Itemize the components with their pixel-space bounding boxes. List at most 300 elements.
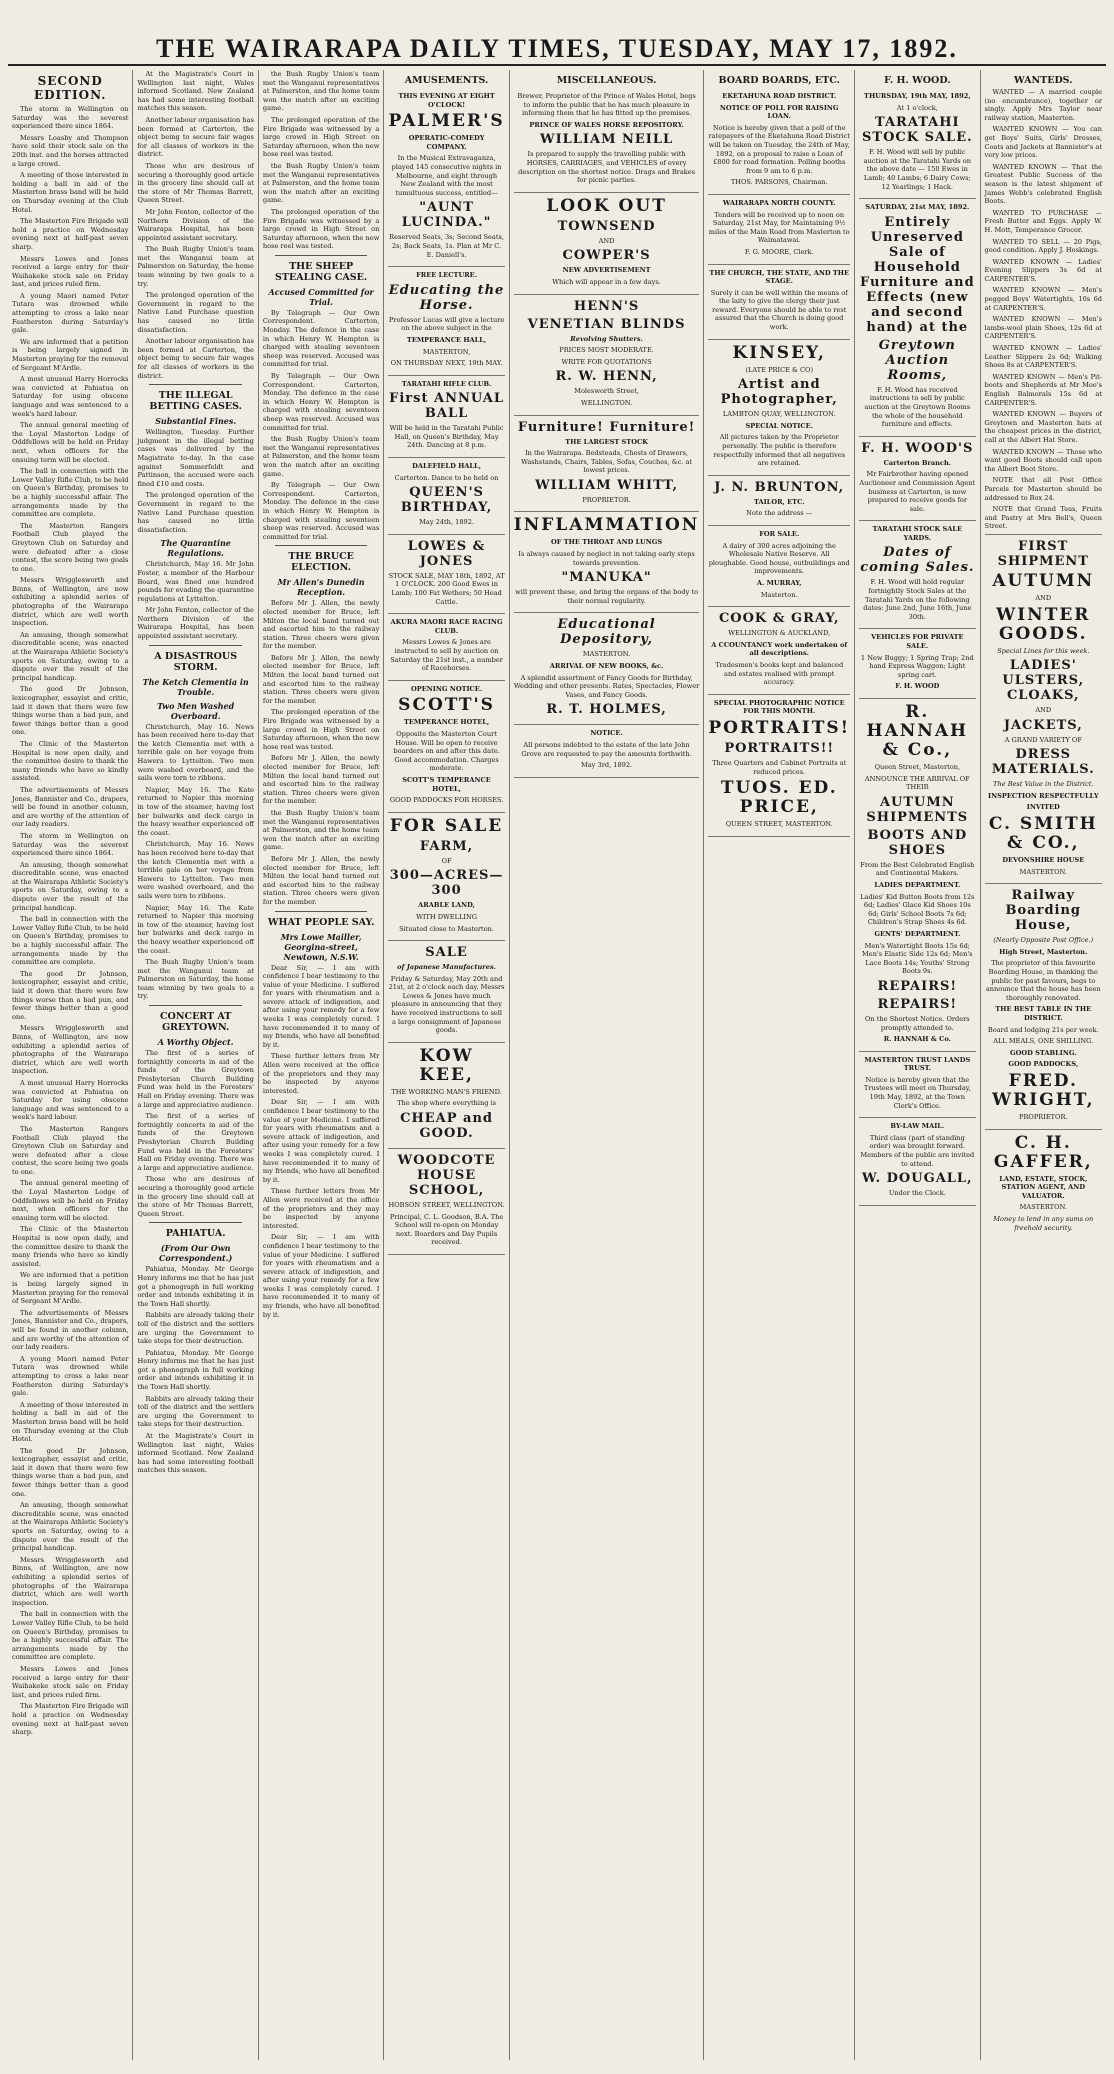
news-paragraph: Mr John Fenton, collector of the Northern Division of the Wairarapa Hospital, has been appointed assistant secretary. [137,606,254,641]
ad-line: Which will appear in a few days. [552,277,661,286]
advert-lowes-jones [388,535,504,614]
news-paragraph: the Bush Rugby Union's team met the Wanganui representatives at Palmerston, and the home team won the match after an exciting game. [262,161,380,205]
news-paragraph: The annual general meeting of the Loyal Masterton Lodge of Oddfellows will be held on Friday next, when officers for the ensuing term will be elected. [12,1179,129,1222]
article-subheading: Substantial Fines. [155,416,237,427]
news-paragraph: Another labour organisation has been formed at Carterton, the object being to secure fair wages for all classes of workers in the district. [137,115,254,159]
news-paragraph: Dear Sir, — I am with confidence I bear testimony to the value of your Medicine. I suffered for years with rheumatism and a severe attack of indigestion, and after using your remedy for a few weeks I was completely cured. I have recommended it to many of my friends, who have all benefited by it. [262,963,380,1049]
ad-title: FIRST SHIPMENT [997,538,1089,569]
news-paragraph: We are informed that a petition is being largely signed in Masterton praying for the removal of Sergeant M'Ardle. [12,337,129,372]
column-7 [855,70,980,2060]
ad-body: All persons indebted to the estate of the late John Grove are requested to pay the amounts forthwith. [521,741,692,758]
ad-title: QUEEN'S BIRTHDAY, [400,485,493,516]
wanted-ad: WANTED KNOWN — Men's lambs-wool plain Shoes, 12s 6d at CARPENTER'S. [984,315,1102,341]
ad-line: DEVONSHIRE HOUSE [1002,856,1085,865]
news-paragraph: Rabbits are already taking their toll of the district and the settlers are urging the Government to take steps for their destruction. [137,1394,254,1429]
ad-title: WOODCOTE HOUSE SCHOOL, [397,1153,496,1199]
ad-body: Friday & Saturday, May 20th and 21st, at 2 o'clock each day. Messrs Lowes & Jones have much pleasure in announcing that they have received instructions to sell a large consignment of Japanese goods. [388,974,505,1035]
article-subheading: The Ketch Clementia in Trouble. [142,676,249,697]
wanted-ad: NOTE that Grand Teas, Fruits and Pastry at Mrs Bell's, Queen Street. [984,505,1102,531]
divider [149,384,241,385]
news-paragraph: Before Mr J. Allen, the newly elected member for Bruce, left Milton the local band turned out and escorted him to the railway station. Three cheers were given for the member. [262,599,380,651]
ad-title: LOOK OUT [546,195,667,216]
wanted-ad: WANTED — A married couple (no encumbrance), together or singly. Apply Mrs Taylor near railway station, Masterton. [984,88,1102,122]
ad-title: TUOS. ED. PRICE, [720,778,838,818]
ad-title: C. H. GAFFER, [993,1132,1093,1172]
ad-line: SPECIAL PHOTOGRAPHIC NOTICE FOR THIS MONTH. [713,698,845,716]
advert-woodcote [388,1149,504,1255]
article-heading: THE ILLEGAL BETTING CASES. [149,390,242,413]
ad-body: Principal, C. L. Goodson, B.A. The School will re-open on Monday next. Boarders and Day Pupils received. [389,1212,504,1247]
news-paragraph: The Masterton Rangers Football Club played the Greytown Club on Saturday and were defeated after a close contest, the score being two goals to one. [12,521,129,573]
wanted-ad: WANTED KNOWN — That the Greatest Public Success of the season is the latest shipment of James Webb's celebrated English Boots. [984,162,1102,206]
ad-title: "AUNT LUCINDA." [401,200,492,231]
news-paragraph: By Telegraph — Our Own Correspondent. Carterton, Monday. The defence in the case in which Henry W. Hempton is charged with stealing seventeen sheep was reserved. Accused was committed for trial. [262,308,380,369]
ad-body: F. H. Wood will hold regular fortnightly Stock Sales at the Taratahi Yards on the following dates: June 2nd, June 16th, June 30th. [863,578,972,621]
ad-line: ARABLE LAND, [418,901,475,910]
ad-title: WILLIAM NEILL [539,132,674,148]
ad-line: DALEFIELD HALL, [412,462,481,471]
advert-akura [388,614,504,681]
ad-line: (LATE PRICE & CO) [745,365,814,374]
ad-line: THE LARGEST STOCK [565,437,648,446]
column-1 [8,70,133,2060]
ad-title: KINSEY, [732,342,826,363]
ad-title: VENETIAN BLINDS [527,316,686,332]
advert-hannah [859,699,975,1052]
news-paragraph: These further letters from Mr Allen were received at the office of the proprietors and they may be inspected by anyone interested. [262,1052,380,1095]
news-paragraph: The ball in connection with the Lower Valley Rifle Club, to be held on Queen's Birthday, promises to be a highly successful affair. The arrangements made by the committee are complete. [12,467,129,519]
news-paragraph: Mr John Fenton, collector of the Northern Division of the Wairarapa Hospital, has been appointed assistant secretary. [137,207,254,242]
news-paragraph: the Bush Rugby Union's team met the Wanganui representatives at Palmerston, and the home team won the match after an exciting game. [262,808,380,852]
ad-title: Furniture! Furniture! [517,419,696,435]
divider [149,1222,241,1223]
news-paragraph: The Clinic of the Masterton Hospital is now open daily, and the committee desire to thank the many friends who have so kindly assisted. [12,1225,129,1268]
news-paragraph: The storm in Wellington on Saturday was the severest experienced there since 1864. [12,831,129,858]
ad-title: SALE [425,945,468,961]
news-paragraph: The first of a series of fortnightly concerts in aid of the funds of the Greytown Presbyterian Church Building Fund was held in the Foresters' Hall on Friday evening. There was a large and appreciative audience. [137,1112,254,1172]
news-paragraph: Rabbits are already taking their toll of the district and the settlers are urging the Government to take steps for their destruction. [137,1311,254,1346]
ad-title: HENN'S [573,298,640,314]
ad-line: PROPRIETOR. [1019,1112,1068,1121]
ad-line: AKURA MAORI RACE RACING CLUB. [390,618,503,635]
advert-kinsey [708,340,850,476]
advert-taratahi-sale [859,88,975,199]
advert-dairy-sale [708,526,850,607]
ad-line: GENTS' DEPARTMENT. [874,929,961,938]
advert-kowkee [388,1043,504,1149]
ad-line: MASTERTON. [1019,867,1067,876]
ad-title: LADIES' ULSTERS, CLOAKS, [1002,658,1085,704]
advert-townsend-cowper [514,193,700,295]
divider [149,645,241,646]
advert-lecture [388,267,504,376]
ad-body: From the Best Celebrated English and Continental Makers. [860,860,975,878]
divider [275,911,367,912]
advert-bylaw [859,1118,975,1206]
ad-line: Special Lines for this week. [997,646,1090,655]
article-subheading: (From Our Own Correspondent.) [159,1243,233,1264]
ad-line: OF THE THROAT AND LUNGS [551,538,663,547]
divider [149,1005,241,1006]
advert-greytown-rooms [859,199,975,437]
ad-line: TAILOR, ETC. [753,497,805,506]
ad-body: will prevent these, and bring the organs of the body to their normal regularity. [515,588,699,605]
ad-title: PORTRAITS!! [724,740,835,756]
news-paragraph: Christchurch, May 16. News has been received here to-day that the ketch Clementia met with a terrible gale on her voyage from Hawera to Lyttelton. Two men were washed overboard, and the sails were torn to ribbons. [137,840,254,900]
news-paragraph: Messrs Lowes and Jones received a large entry for their Waihakeke stock sale on Friday last, and prices ruled firm. [12,1664,129,1699]
ad-line: May 24th, 1892. [419,518,474,527]
article-subheading: Accused Committed for Trial. [268,286,374,307]
ad-line: A. MURRAY, [756,578,802,587]
news-paragraph: The prolonged operation of the Government in regard to the Native Land Purchase question has caused no little dissatisfaction. [137,491,254,534]
ad-body: On the Shortest Notice. Orders promptly attended to. [864,1014,970,1032]
news-paragraph: The prolonged operation of the Government in regard to the Native Land Purchase question has caused no little dissatisfaction. [137,291,254,334]
ad-line: GOOD PADDOCKS FOR HORSES. [389,796,504,805]
news-paragraph: Before Mr J. Allen, the newly elected member for Bruce, left Milton the local band turned out and escorted him to the railway station. Three cheers were given for the member. [262,854,380,906]
ad-body: The shop where everything is [397,1099,497,1108]
ad-line: GOOD PADDOCKS, [1008,1060,1079,1069]
ad-title: TARATAHI STOCK SALE. [862,115,973,146]
ad-line: AND [1035,593,1052,602]
ad-body: Surely it can be well within the means of the laity to give the clergy their just reward. Everyone should be able to rest assured that the Church is doing good work. [710,288,848,332]
ad-line: QUEEN STREET, MASTERTON. [725,820,833,829]
ad-body: Messrs Lowes & Jones are instructed to sell by auction on Saturday the 21st inst., a number of Racehorses. [390,638,503,673]
news-paragraph: Before Mr J. Allen, the newly elected member for Bruce, left Milton the local band turned out and escorted him to the railway station. Three cheers were given for the member. [262,653,380,705]
ad-line: SPECIAL NOTICE. [745,421,813,430]
news-paragraph: Christchurch, May 16. Mr John Foster, a member of the Harbour Board, was fined one hundred pounds for evading the quarantine regulations at Lyttelton. [137,560,254,603]
news-paragraph: The advertisements of Messrs Jones, Bannister and Co., drapers, will be found in another column, and are worthy of the attention of our lady readers. [12,1308,129,1352]
ad-line: A GRAND VARIETY OF [1004,735,1082,744]
ad-line: SATURDAY, 21st MAY, 1892. [865,203,970,212]
news-paragraph: Pahiatua, Monday. Mr George Henry informs me that he has just got a phonograph in full working order and intends exhibiting it in the Town Hall shortly. [137,1265,254,1308]
ad-line: EKETAHUNA ROAD DISTRICT. [722,92,837,100]
news-paragraph: The Masterton Fire Brigade will hold a practice on Wednesday evening next at half-past seven sharp. [12,217,129,251]
news-paragraph: The ball in connection with the Lower Valley Rifle Club, to be held on Queen's Birthday, promises to be a highly successful affair. The arrangements made by the committee are complete. [12,915,129,967]
advert-japanese [388,941,504,1043]
section-heading: MISCELLANEOUS. [556,75,657,86]
ad-line: Carterton Branch. [883,458,952,467]
column-3 [259,70,384,2060]
news-paragraph: Christchurch, May 16. News has been received here to-day that the ketch Clementia met with a terrible gale on her voyage from Hawera to Lyttelton. Two men were washed overboard, and the sails were torn to ribbons. [137,722,254,783]
ad-title: DRESS MATERIALS. [991,747,1095,778]
article-heading: PAHIATUA. [165,1228,226,1240]
wanted-ad: WANTED KNOWN — Ladies' Evening Slippers 3s 6d at CARPENTER'S. [984,257,1102,283]
advert-palmer [388,88,504,267]
ad-title: PALMER'S [388,111,505,132]
news-paragraph: The ball in connection with the Lower Valley Rifle Club, to be held on Queen's Birthday, promises to be a highly successful affair. The arrangements made by the committee are complete. [12,1610,129,1662]
article-subheading: Mr Allen's Dunedin Reception. [277,577,365,598]
ad-line: Board and lodging 21s per week. [987,1025,1099,1034]
ad-line: NEW ADVERTISEMENT [562,266,651,275]
news-paragraph: Another labour organisation has been formed at Carterton, the object being to secure fair wages for all classes of workers in the district. [137,337,254,380]
news-paragraph: An amusing, though somewhat discreditable scene, was enacted at the Wairarapa Athletic Society's sports on Saturday, owing to a dispute over the result of the principal handicap. [12,1501,129,1553]
ad-line: ANNOUNCE THE ARRIVAL OF THEIR [864,774,970,792]
ad-line: THOS. PARSONS, Chairman. [730,178,828,187]
news-paragraph: The Masterton Rangers Football Club played the Greytown Club on Saturday and were defeated after a close contest, the score being two goals to one. [12,1124,129,1176]
ad-title: Greytown Auction Rooms, [878,337,956,383]
ad-line: AND [598,236,615,245]
ad-line: HOBSON STREET, WELLINGTON. [388,1201,505,1210]
advert-prince-of-wales [514,88,700,193]
news-paragraph: The advertisements of Messrs Jones, Bannister and Co., drapers, will be found in another column, and are worthy of the attention of our lady readers. [12,785,129,829]
ad-line: TEMPERANCE HALL, [406,335,487,344]
ad-body: The proprietor of this favourite Boarding House, in thanking the public for past favours, begs to announce that the house has been thoroughly renovated. [985,959,1101,1002]
news-paragraph: Pahiatua, Monday. Mr George Henry informs me that he has just got a phonograph in full working order and intends exhibiting it in the Town Hall shortly. [137,1348,254,1392]
ad-line: WRITE FOR QUOTATIONS [561,357,652,366]
ad-line: PROPRIETOR. [582,495,631,504]
ad-line: Molesworth Street, [574,387,639,396]
ad-line: R. HANNAH & Co. [883,1035,951,1044]
ad-title: R. W. HENN, [555,369,658,385]
ad-line: LAMBTON QUAY, WELLINGTON. [722,410,836,419]
ad-title: INFLAMMATION [513,515,700,536]
advert-gaffer [985,1130,1102,1240]
ad-line: WAIRARAPA NORTH COUNTY. [722,198,836,207]
advert-church [708,265,850,340]
ad-title: AUTUMN SHIPMENTS [866,794,969,825]
ad-title: BOOTS AND SHOES [867,827,968,858]
news-paragraph: Those who are desirous of securing a thoroughly good article in the grocery line should call at the store of Mr Thomas Barrett, Queen Street. [137,161,254,205]
ad-line: WELLINGTON. [580,398,633,407]
news-paragraph: The Bush Rugby Union's team met the Wanganui team at Palmerston on Saturday, the home team winning by two goals to a try. [137,245,254,288]
ad-line: FOR SALE. [759,530,800,538]
ad-line: OPENING NOTICE. [411,684,483,693]
news-paragraph: the Bush Rugby Union's team met the Wanganui representatives at Palmerston, and the home team won the match after an exciting game. [262,70,380,113]
ad-title: COOK & GRAY, [718,611,840,627]
ad-title: LOWES & JONES [407,538,486,569]
ad-title: JACKETS, [1003,717,1083,733]
news-paragraph: A most unusual Harry Horrocks was convicted at Pahiatua on Saturday for using obscene language and was sentenced to a week's hard labour. [12,375,129,418]
advert-notice [514,725,700,777]
ad-line: SCOTT'S TEMPERANCE HOTEL, [402,775,491,793]
news-paragraph: These further letters from Mr Allen were received at the office of the proprietors and they may be inspected by anyone interested. [262,1187,380,1230]
ad-line: May 3rd, 1892. [581,761,633,770]
ad-line: NOTICE. [590,729,623,738]
ad-body: Is always caused by neglect in not taking early steps towards prevention. [518,550,695,567]
ad-title: First ANNUAL BALL [389,391,505,422]
newspaper-title: THE WAIRARAPA DAILY TIMES, TUESDAY, MAY 17, 1892. [156,34,958,63]
ad-body: F. H. Wood will sell by public auction at the Taratahi Yards on the above date — 150 Ewes in Lamb; 40 Lambs; 6 Dairy Cows; 12 Yearlings; 1 Hack. [863,148,971,191]
column-5 [510,70,705,2060]
ad-line: Money to lend in any sums on freehold security. [993,1214,1094,1232]
news-paragraph: An amusing, though somewhat discreditable scene, was enacted at the Wairarapa Athletic Society's sports on Saturday, owing to a dispute over the result of the principal handicap. [12,630,129,682]
ad-line: PRICES MOST MODERATE. [559,346,654,355]
advert-scotts [388,681,504,813]
news-paragraph: The prolonged operation of the Fire Brigade was witnessed by a large crowd in High Street on Saturday afternoon, when the new hose reel was tested. [262,708,380,751]
ad-title: W. DOUGALL, [862,1171,973,1187]
column-6 [704,70,855,2060]
ad-title: Railway Boarding House, [1005,888,1082,934]
ad-title: Dates of coming Sales. [860,545,975,576]
ad-body: Men's Watertight Boots 15s 6d; Men's Elastic Side 12s 6d; Men's Lace Boots 14s; Youths' Strong Boots 9s. [862,941,973,976]
ad-title: FOR SALE [389,815,504,836]
ad-line: Queen Street, Masterton, [874,763,961,771]
ad-title: Artist and Photographer, [720,377,838,408]
news-paragraph: The prolonged operation of the Fire Brigade was witnessed by a large crowd in High Street on Saturday afternoon, when the new hose reel was tested. [262,115,380,159]
news-paragraph: A most unusual Harry Horrocks was convicted at Pahiatua on Saturday for using obscene language and was sentenced to a week's hard labour. [12,1078,129,1122]
divider [275,545,367,546]
wanted-ad: WANTED KNOWN — Buyers of Greytown and Masterton hats at the cheapest prices in the district, call at the Albert Hat Store. [984,410,1102,444]
news-paragraph: The prolonged operation of the Fire Brigade was witnessed by a large crowd in High Street on Saturday afternoon, when the new hose reel was tested. [262,207,380,251]
divider [275,255,367,256]
ad-body: Notice is hereby given that the Trustees will meet on Thursday, 19th May, 1892, at the Town Clerk's Office. [863,1075,971,1110]
ad-body: Mr Fairbrother having opened Auctioneer and Commission Agent business at Carterton, is now prepared to receive goods for sale. [859,470,976,513]
ad-body: STOCK SALE, MAY 18th, 1892, AT 1 O'CLOCK. 200 Good Ewes in Lamb; 100 Fat Wethers; 50 Head Cattle. [388,571,505,606]
ad-body: Will be held in the Taratahi Public Hall, on Queen's Birthday, May 24th. Dancing at 8 p.m. [389,424,504,450]
ad-title: REPAIRS! [877,996,958,1012]
news-paragraph: The first of a series of fortnightly concerts in aid of the funds of the Greytown Presbyterian Church Building Fund was held in the Foresters' Hall on Friday evening. There was a large and appreciative audience. [137,1049,254,1109]
ad-line: THIS EVENING AT EIGHT O'CLOCK! [398,92,495,109]
ad-line: AND [1035,706,1052,715]
ad-line: INVITED [1026,803,1060,812]
news-paragraph: We are informed that a petition is being largely signed in Masterton praying for the removal of Sergeant M'Ardle. [12,1271,129,1306]
column-4 [384,70,509,2060]
ad-body: Tradesmen's books kept and balanced and estates realised with prompt accuracy. [715,660,844,687]
advert-trust-lands [859,1052,975,1119]
ad-line: Under the Clock. [888,1189,946,1198]
advert-furniture [514,416,700,513]
ad-body: Notice is hereby given that a poll of the ratepayers of the Eketahuna Road District will be taken on Tuesday, the 24th of May, 1892, on a proposal to raise a Loan of £800 for road formation. Polling booths from 9 am to 6 p.m. [708,123,851,175]
article-subheading: Mrs Lowe Mailler, Georgina-street, Newtown, N.S.W. [280,931,362,962]
ad-line: Note the address — [746,509,813,518]
ad-title: AUTUMN [992,570,1095,591]
column-2 [133,70,258,2060]
ad-line: WELLINGTON & AUCKLAND, [728,629,831,638]
article-heading: WHAT PEOPLE SAY. [267,916,375,928]
news-paragraph: Napier, May 16. The Kate returned to Napier this morning in tow of the steamer, having lost her bulwarks and deck cargo in the heavy weather experienced off the coast. [137,903,254,955]
ad-line: OPERATIC-COMEDY COMPANY. [408,134,485,151]
ad-line: PRINCE OF WALES HORSE REPOSITORY. [529,120,684,129]
advert-vehicles [859,629,975,699]
ad-title: 300—ACRES—300 [389,868,504,899]
news-paragraph: Napier, May 16. The Kate returned to Napier this morning in tow of the steamer, having lost her bulwarks and deck cargo in the heavy weather experienced off the coast. [137,785,254,837]
wanted-ad: NOTE that all Post Office Parcels for Masterton should be addressed to Box 24. [984,476,1102,502]
news-paragraph: The storm in Wellington on Saturday was the severest experienced there since 1864. [12,105,129,131]
news-paragraph: Messrs Wrigglesworth and Binns, of Wellington, are now exhibiting a splendid series of photographs of the Wairarapa district, which are well worth inspection. [12,1555,129,1607]
ad-line: Revolving Shutters. [570,334,643,343]
ad-line: THURSDAY, 19th MAY, 1892, [864,92,971,100]
ad-title: "MANUKA" [561,570,652,586]
ad-title: F. H. WOOD'S [861,440,974,456]
ad-line: A CCOUNTANCY work undertaken of all descriptions. [711,640,848,658]
news-paragraph: The good Dr Johnson, lexicographer, essayist and critic, laid it down that there were few things worse than a bad pun, and fewer things better than a good one. [12,685,129,737]
ad-title: WILLIAM WHITT, [535,477,679,493]
news-paragraph: The Bush Rugby Union's team met the Wanganui team at Palmerston on Saturday, the home team winning by two goals to a try. [137,958,254,1001]
ad-line: OF [441,856,452,865]
ad-line: ON THURSDAY NEXT, 19th MAY. [390,359,503,368]
ad-line: WITH DWELLING [416,912,478,921]
wanted-ad: WANTED KNOWN — Those who want good Boots should call upon the Albert Boot Store. [984,447,1102,473]
ad-line: At 1 o'clock, [896,103,938,112]
ad-title: SCOTT'S [398,695,495,716]
wanted-ad: WANTED TO SELL — 20 Pigs, good condition. Apply J. Hoskings. [984,237,1102,255]
ad-body: Three Quarters and Cabinet Portraits at reduced prices. [712,758,847,776]
news-paragraph: Wellington, Tuesday. Further judgment in the illegal betting cases was delivered by the Magistrate to-day. In the case against Sommerfeldt and Pattinson, the accused were each fined £10 and costs. [137,428,254,488]
ad-line: TARATAHI STOCK SALE YARDS. [872,525,963,542]
ad-line: BY-LAW MAIL. [890,1122,945,1131]
section-heading: AMUSEMENTS. [404,75,489,86]
ad-line: The Best Value in the District. [993,780,1094,789]
article-subheading: The Quarantine Regulations. [160,538,231,559]
ad-body: Tenders will be received up to noon on Saturday, 21st May, for Maintaining 9½ miles of the Main Road from Masterton to Waimatawai. [708,210,850,245]
article-heading: CONCERT AT GREYTOWN. [159,1011,232,1034]
wanted-ad: WANTED TO PURCHASE — Fresh Butter and Eggs. Apply W. H. Mott, Temperance Grocer. [984,208,1102,234]
ad-line: MASTERTON. [582,650,631,659]
ad-line: F. G. MOORE, Clerk. [744,247,814,256]
ad-body: Carterton. Dance to be held on [394,473,499,482]
ad-title: C. SMITH & CO., [988,814,1098,854]
article-heading: A DISASTROUS STORM. [154,650,238,673]
ad-title: TOWNSEND [557,218,656,234]
ad-title: REPAIRS! [877,978,958,994]
ad-title: PORTRAITS! [708,717,851,738]
section-heading: WANTEDS. [1014,75,1073,86]
wanted-ad: WANTED KNOWN — Men's pegged Boys' Watertights, 10s 6d at CARPENTER'S. [984,286,1102,312]
ad-body: In the Musical Extravaganza, played 145 consecutive nights in Melbourne, and eight through New Zealand with the most tumultuous success, entitled— [391,154,502,197]
ad-line: ALL MEALS, ONE SHILLING. [993,1037,1094,1046]
advert-smith [985,534,1102,884]
news-paragraph: the Bush Rugby Union's team met the Wanganui representatives at Palmerston, and the home team won the match after an exciting game. [262,435,380,478]
news-paragraph: The annual general meeting of the Loyal Masterton Lodge of Oddfellows will be held on Friday next, when officers for the ensuing term will be elected. [12,421,129,464]
news-paragraph: Dear Sir, — I am with confidence I bear testimony to the value of your Medicine. I suffered for years with rheumatism and a severe attack of indigestion, and after using your remedy for a few weeks I was completely cured. I have recommended it to many of my friends, who have all benefited by it. [262,1233,380,1319]
ad-line: NOTICE OF POLL FOR RAISING LOAN. [719,103,839,121]
advert-price-portraits [708,695,850,837]
ad-line: LAND, ESTATE, STOCK, STATION AGENT, AND VALUATOR. [999,1174,1088,1200]
ad-title: R. T. HOLMES, [546,702,667,718]
ad-title: COWPER'S [562,248,651,264]
news-paragraph: At the Magistrate's Court in Wellington last night, Wales informed Scotland. New Zealand has had some interesting football matches this season. [137,1432,254,1475]
ad-line: of Japanese Manufactures. [397,963,496,972]
news-paragraph: The Clinic of the Masterton Hospital is now open daily, and the committee desire to thank the many friends who have so kindly assisted. [12,739,129,783]
article-heading: THE SHEEP STEALING CASE. [275,260,368,283]
ad-title: WINTER GOODS. [996,604,1091,644]
ad-line: ARRIVAL OF NEW BOOKS, &c. [549,662,664,671]
ad-body: Third class (part of standing order) was brought forward. Members of the public are invited to attend. [860,1133,975,1168]
ad-line: TARATAHI RIFLE CLUB. [401,379,492,388]
news-paragraph: Messrs Wrigglesworth and Binns, of Wellington, are now exhibiting a splendid series of photographs of the Wairarapa district, which are well worth inspection. [12,1024,129,1076]
ad-line: MASTERTON. [1019,1203,1067,1212]
ad-line: INSPECTION RESPECTFULLY [987,791,1099,800]
advert-wairarapa-north [708,195,850,265]
news-paragraph: An amusing, though somewhat discreditable scene, was enacted at the Wairarapa Athletic Society's sports on Saturday, owing to a dispute over the result of the principal handicap. [12,860,129,912]
ad-line: LADIES DEPARTMENT. [874,880,961,889]
ad-line: THE CHURCH, THE STATE, AND THE STAGE. [709,268,850,286]
ad-line: Situated close to Masterton. [399,924,495,933]
ad-line: THE WORKING MAN'S FRIEND. [391,1087,502,1096]
news-paragraph: By Telegraph — Our Own Correspondent. Carterton, Monday. The defence in the case in which Henry W. Hempton is charged with stealing seventeen sheep was reserved. Accused was committed for trial. [262,481,380,541]
news-paragraph: A meeting of those interested in holding a ball in aid of the Masterton brass band will be held on Thursday evening at the Club Hotel. [12,171,129,214]
news-paragraph: Messrs Loasby and Thompson have sold their stock sale on the 20th inst. and the horses attracted a large crowd. [12,133,129,168]
ad-line: MASTERTON TRUST LANDS TRUST. [864,1055,971,1073]
advert-railway-boarding [985,884,1102,1129]
news-paragraph: The good Dr Johnson, lexicographer, essayist and critic, laid it down that there were few things worse than a bad pun, and fewer things better than a good one. [12,969,129,1021]
news-paragraph: At the Magistrate's Court in Wellington last night, Wales informed Scotland. New Zealand has had some interesting football matches this season. [137,70,254,113]
ad-body: A splendid assortment of Fancy Goods for Birthday, Wedding and other presents. Rates, Spectacles, Flower Vases, and Fancy Goods. [513,673,700,699]
wanted-ad: WANTED KNOWN — Ladies' Leather Slippers 2s 6d; Walking Shoes 8s at CARPENTER'S. [984,344,1102,370]
ad-line: FREE LECTURE. [416,271,478,280]
advert-carterton-branch [859,437,975,522]
ad-body: Brewer, Proprietor of the Prince of Wales Hotel, begs to inform the public that he has much pleasure in informing them that he has fitted up the premises. [517,92,696,118]
section-heading: BOARD BOARDS, ETC. [718,75,840,86]
ad-title: CHEAP and GOOD. [400,1111,494,1142]
advert-henn [514,295,700,416]
ad-title: J. N. BRUNTON, [714,479,845,495]
edition-heading: SECOND EDITION. [33,74,107,102]
advert-farm [388,813,504,941]
article-subheading: Two Men Washed Overboard. [157,700,235,721]
advert-depository [514,613,700,725]
news-paragraph: A meeting of those interested in holding a ball in aid of the Masterton brass band will be held on Thursday evening at the Club Hotel. [12,1400,129,1444]
